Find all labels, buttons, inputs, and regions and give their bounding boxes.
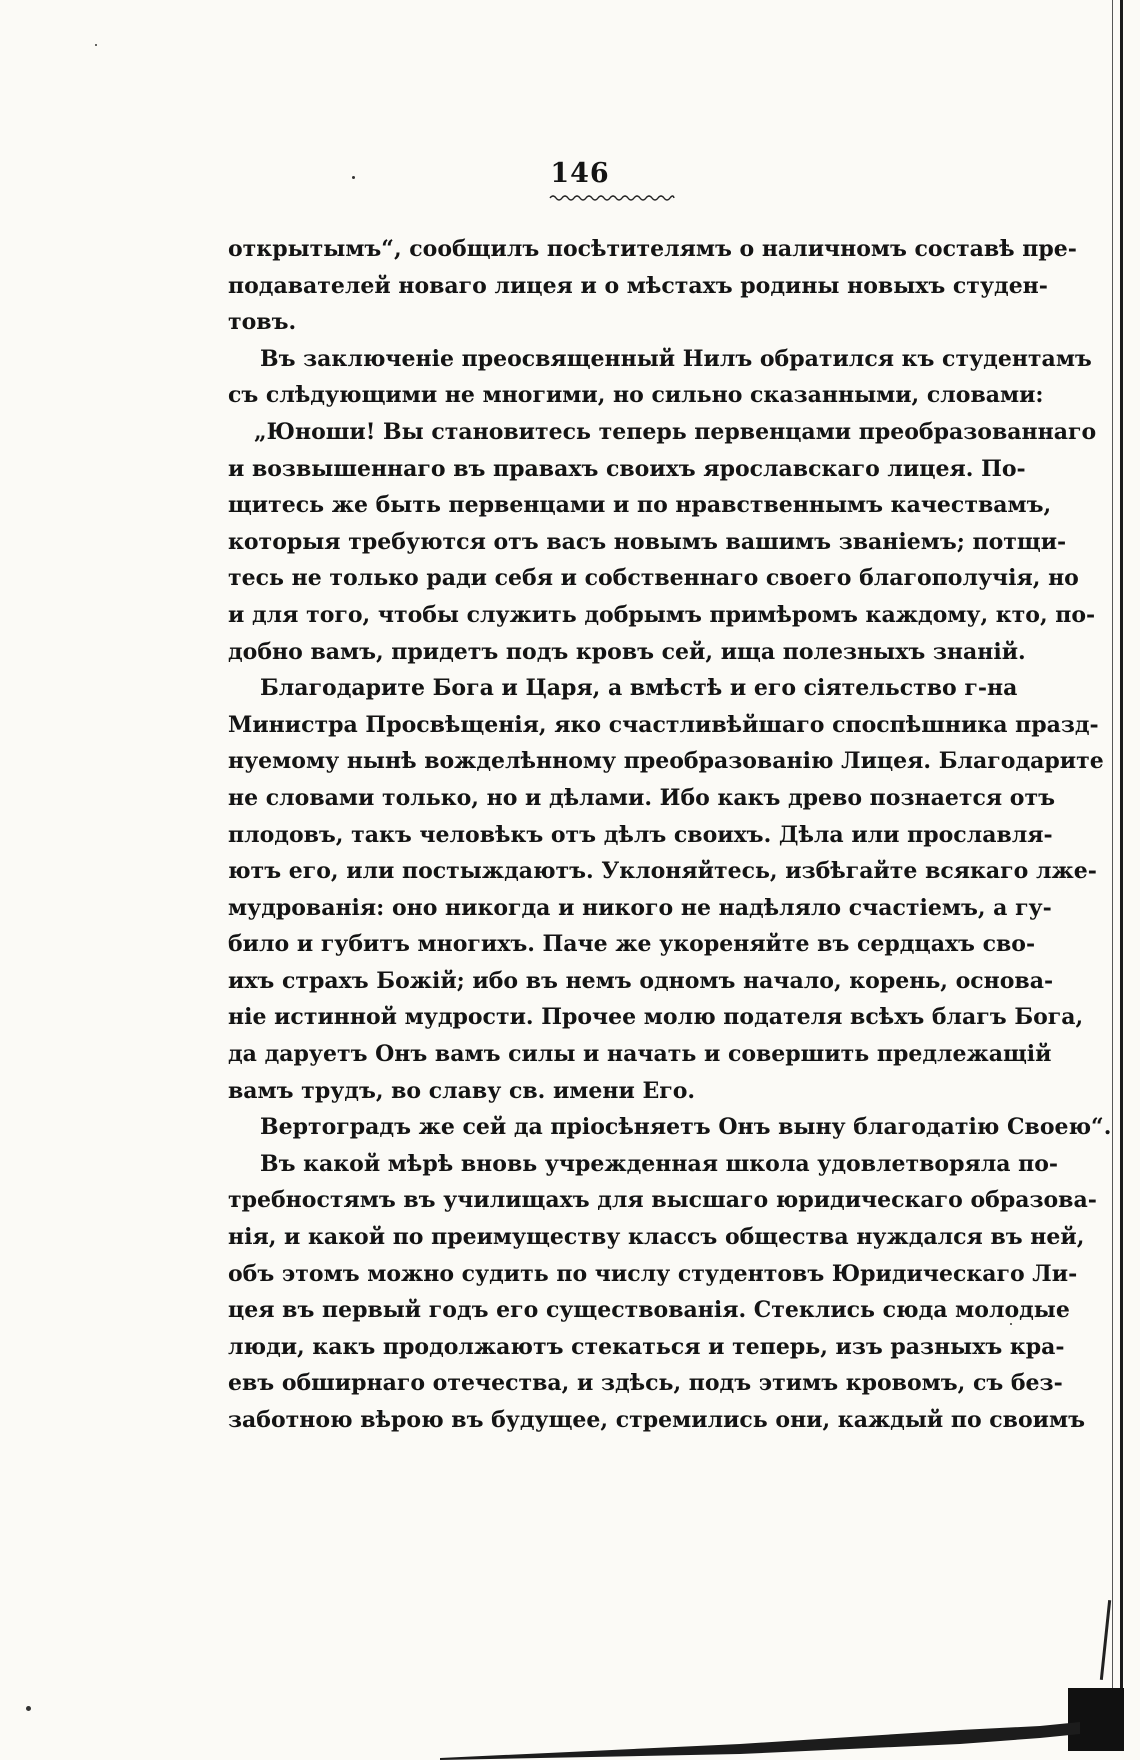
text-line: ихъ страхъ Божій; ибо въ немъ одномъ начало, корень, основа- — [228, 967, 1054, 994]
text-line: вамъ трудъ, во славу св. имени Его. — [228, 1077, 696, 1104]
text-line: съ слѣдующими не многими, но сильно сказанными, словами: — [228, 382, 1044, 409]
text-line: товъ. — [228, 309, 297, 336]
text-line: Вертоградъ же сей да пріосѣняетъ Онъ выну благодатію Своею“. — [260, 1114, 1112, 1141]
body-text — [228, 231, 1112, 1439]
text-line: тесь не только ради себя и собственнаго своего благополучія, но — [228, 565, 1079, 592]
text-line: щитесь же быть первенцами и по нравственнымъ качествамъ, — [228, 492, 1052, 519]
scan-artifact-streak — [440, 1700, 1080, 1760]
text-line: не словами только, но и дѣлами. Ибо какъ древо познается отъ — [228, 784, 1055, 811]
text-line: нуемому нынѣ вожделѣнному преобразованію Лицея. Благодарите — [228, 748, 1104, 775]
text-line: „Юноши! Вы становитесь теперь первенцами преобразованнаго — [254, 418, 1097, 445]
text-line: ніе истинной мудрости. Прочее молю подателя всѣхъ благъ Бога, — [228, 1004, 1084, 1031]
text-line: да даруетъ Онъ вамъ силы и начать и совершить предлежащій — [228, 1041, 1052, 1068]
text-line: добно вамъ, придетъ подъ кровъ сей, ища полезныхъ знаній. — [228, 638, 1026, 665]
scan-artifact-hook — [1100, 1600, 1111, 1680]
text-line: требностямъ въ училищахъ для высшаго юридическаго образова- — [228, 1187, 1097, 1214]
text-line: и возвышеннаго въ правахъ своихъ ярославскаго лицея. По- — [228, 455, 1026, 482]
scan-speck — [1010, 1323, 1012, 1325]
wavy-rule-ornament — [550, 193, 674, 203]
text-line: заботною вѣрою въ будущее, стремились они, каждый по своимъ — [228, 1407, 1085, 1433]
spine-shadow-thin — [1112, 0, 1113, 1751]
spine-shadow — [1120, 0, 1123, 1751]
text-line: Въ какой мѣрѣ вновь учрежденная школа удовлетворяла по- — [260, 1150, 1059, 1177]
page-number: 146 — [550, 158, 610, 189]
text-line: евъ обширнаго отечества, и здѣсь, подъ этимъ кровомъ, съ без- — [228, 1370, 1063, 1397]
text-line: Министра Просвѣщенія, яко счастливѣйшаго споспѣшника празд- — [228, 711, 1099, 738]
text-line: нія, и какой по преимуществу классъ общества нуждался въ ней, — [228, 1224, 1085, 1251]
text-line: которыя требуются отъ васъ новымъ вашимъ званіемъ; потщи- — [228, 528, 1067, 555]
scan-speck — [26, 1706, 31, 1711]
text-line: подавателей новаго лицея и о мѣстахъ родины новыхъ студен- — [228, 272, 1048, 299]
text-line: ютъ его, или постыждаютъ. Уклоняйтесь, избѣгайте всякаго лже- — [228, 858, 1097, 885]
scan-speck — [95, 44, 97, 46]
text-line: Благодарите Бога и Царя, а вмѣстѣ и его сіятельство г-на — [260, 675, 1018, 702]
text-line: и для того, чтобы служить добрымъ примѣромъ каждому, кто, по- — [228, 601, 1096, 628]
text-line: мудрованія: оно никогда и никого не надѣляло счастіемъ, а гу- — [228, 894, 1052, 921]
scan-speck — [352, 176, 355, 179]
text-line: открытымъ“, сообщилъ посѣтителямъ о наличномъ составѣ пре- — [228, 236, 1077, 262]
text-line: Въ заключеніе преосвященный Нилъ обратился къ студентамъ — [260, 345, 1092, 372]
text-line: било и губитъ многихъ. Паче же укореняйте въ сердцахъ сво- — [228, 931, 1036, 958]
text-line: плодовъ, такъ человѣкъ отъ дѣлъ своихъ. Дѣла или прославля- — [228, 821, 1053, 848]
text-line: люди, какъ продолжаютъ стекаться и теперь, изъ разныхъ кра- — [228, 1333, 1065, 1360]
text-line: цея въ первый годъ его существованія. Стеклись сюда молодые — [228, 1297, 1070, 1324]
text-line: объ этомъ можно судить по числу студентовъ Юридическаго Ли- — [228, 1260, 1078, 1287]
